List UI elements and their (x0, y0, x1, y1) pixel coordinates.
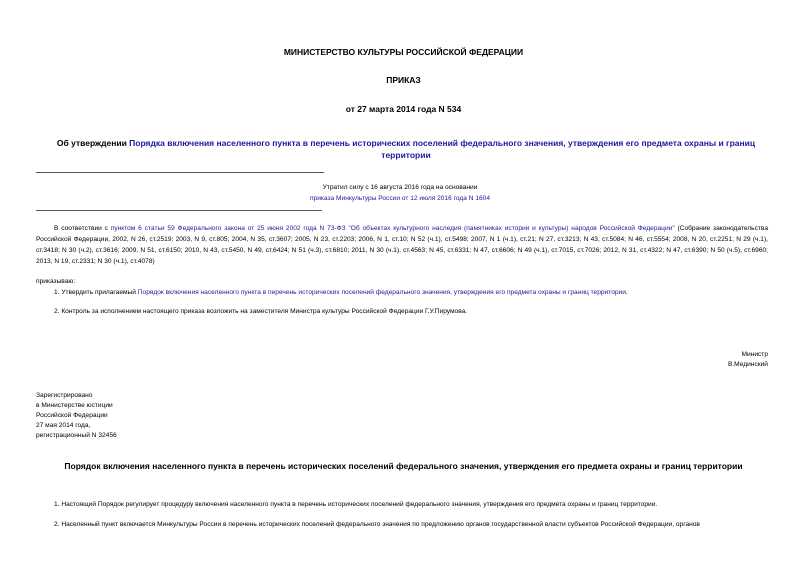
federal-law-link[interactable]: пунктом 6 статьи 59 Федерального закона от 25 июня 2002 года N 73-ФЗ "Об объектах культурного наследия (памятниках истории и культуры) народов Российской Федерации" (110, 225, 675, 232)
document-date: от 27 марта 2014 года N 534 (345, 104, 462, 114)
signature-position: Министр (741, 351, 768, 358)
preamble-paragraph (36, 223, 768, 267)
ministry-name: МИНИСТЕРСТВО КУЛЬТУРЫ РОССИЙСКОЙ ФЕДЕРАЦИИ (283, 47, 524, 57)
title-procedure-link[interactable]: Порядка включения населенного пункта в перечень исторических поселений федерального значения, утверждения его предмета охраны и границ территории (129, 138, 756, 160)
preamble-text-2: (Собрание законодательства Российской Федерации, 2002, N 26, ст.2519; 2003, N 9, ст.805; 2004, N 35, ст.3607; 2005, N 23, ст.2203; 2006, N 1, ст.10; N 52 (ч.1), ст.5498; 2007, N 1 (ч.1), ст.21; N 27, ст.3213; N 43, ст.5084; N 46, ст.5554; 2008, N 20, ст.2251; N 29 (ч.1), ст.3418; N 30 (ч.2), ст.3616; 2009, N 51, ст.6150; 2010, N 43, ст.5450, N 49, ст.6424; N 51 (ч.3), ст.6810; 2011, N 30 (ч.1), ст.4563; N 45, ст.6331; N 47, ст.6606; N 49 (ч.1), ст.7015, ст.7026; 2012, N 31, ст.4322; N 47, ст.6390; N 50 (ч.5), ст.6960; 2013, N 19, ст.2331; N 30 (ч.1), ст.4078) (36, 225, 768, 265)
procedure-paragraph-2: 2. Населенный пункт включается Минкультуры России в перечень исторических поселений федерального значения по предложению органов государственной власти субъектов Российской Федерации, органов (54, 521, 700, 528)
approved-procedure-link[interactable]: Порядок включения населенного пункта в перечень исторических поселений федерального значения, утверждения его предмета охраны и границ территории (137, 289, 626, 296)
divider-top (36, 172, 324, 173)
title-prefix: Об утверждении (56, 138, 130, 148)
item1-end: . (625, 289, 628, 296)
registration-line-1: Зарегистрировано (36, 392, 93, 399)
repeal-order-link[interactable]: приказа Минкультуры России от 12 июля 2016 года N 1604 (309, 195, 491, 202)
preamble-text-1: В соответствии с (54, 225, 111, 232)
registration-line-2: в Министерстве юстиции (36, 402, 113, 409)
registration-line-5: регистрационный N 32456 (36, 432, 117, 439)
order-item-2: 2. Контроль за исполнением настоящего приказа возложить на заместителя Министра культуры Российской Федерации Г.У.Пирумова. (54, 308, 468, 315)
procedure-paragraph-1: 1. Настоящий Порядок регулирует процедуру включения населенного пункта в перечень исторических поселений федерального значения, утверждения его предмета охраны и границ территории. (54, 501, 658, 508)
status-line: Утратил силу с 16 августа 2016 года на основании (322, 184, 478, 191)
procedure-heading: Порядок включения населенного пункта в перечень исторических поселений федерального значения, утверждения его предмета охраны и границ территории (64, 461, 743, 471)
divider-bottom (36, 210, 322, 211)
registration-block (36, 391, 117, 441)
signature-name: В.Мединский (727, 361, 768, 368)
document-type: ПРИКАЗ (386, 75, 421, 85)
order-item-1 (54, 287, 768, 298)
registration-line-3: Российской Федерации (36, 412, 108, 419)
item1-text: 1. Утвердить прилагаемый (54, 289, 138, 296)
registration-line-4: 27 мая 2014 года, (36, 422, 91, 429)
document-title (36, 137, 776, 161)
order-word: приказываю: (36, 278, 76, 285)
